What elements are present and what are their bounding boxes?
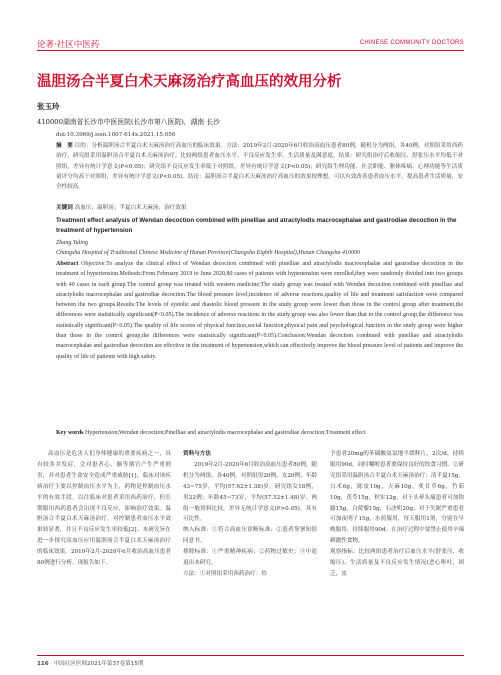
abstract-cn [56,141,463,192]
abstract-en [56,259,463,362]
body-col1-text: 高血压是危害人们身体健康的重要疾病之一，具有较多并发症，会对患者心、脑等器官产生严重损害，并对患者生命安全造成严重威胁[1]。临床对该疾病治疗主要以控制血压水平为主，药物是控制血压水平的有效手段。以往临床对患者采用西药治疗，但长期服用西药患者会出现不良反应，影响治疗效果。温胆汤合半夏白术天麻汤治疗，对控制患者血压水平效果较显著，并且不良反应发生率较低[2]。本研究旨在进一步探究高血压应用温胆汤合半夏白术天麻汤治疗的临床效果。2019年2月-2020年6月收治高血压患者80例进行分析，现报告如下。 [37,451,171,567]
footer-rule [37,655,464,656]
affiliation-en: Changsha Hospital of Traditional Chinese Medicine of Hunan Province(Changsha Eighth Hospital),Hunan Changsha 410000 [56,250,360,256]
header-rule [37,50,464,51]
body-col3-text: 予患者20mg的苯磺酸氨氯地平缓释片，2次/d，持续服用90d。同时嘱咐患者要保持良好的饮食习惯。②研究组采用温胆汤合半夏白术天麻汤治疗：清半夏15g，白术6g，陈皮10g，天麻10g，炙甘草6g，竹茹10g，茯苓15g，枳实12g。对于头晕头痛患者可加钩藤15g，白蒺藜15g，石决明20g；对于失眠严重患者可加夜明子15g，水煎服用，每天服用1剂，分别在早晚服用，持续服用90d。在治疗过程中要禁止使用辛辣刺激性食物。 观察指标：比较两组患者治疗后血压水平(舒张压、收缩压)、生活质量及不良反应发生情况(恶心呕吐，困乏，皮 [330,451,464,577]
abstract-en-label: Abstract [56,261,79,267]
journal-name: CHINESE COMMUNITY DOCTORS [359,40,464,46]
author-en: Zhang Yuling [56,240,88,246]
abstract-cn-text: 目的：分析温胆汤合半夏白术天麻汤治疗高血压的临床效果。方法：2019年2月-2020年6月收治高血压患者80例，随机分为两组，各40例。对照组采用西药治疗，研究组采用温胆汤合半夏白术天麻汤治疗。比较两组患者血压水平、不良反应发生率、生活质量及满意度。结果：研究组治疗后收缩压、舒张压水平均低于对照组，差异有统计学意义(P<0.05)；研究组不良反应发生率低于对照组，差异有统计学意义(P<0.05)；研究组生理功能、社会职能、躯体疼痛、心理功能等生活质量评分均高于对照组，差异有统计学意义(P<0.05)。结论：温胆汤合半夏白术天麻汤治疗高血压的效果较理想，可以有效改善患者血压水平，提高患者生活质量，安全性较高。 [56,143,463,191]
article-title: 温胆汤合半夏白术天麻汤治疗高血压的效用分析 [37,74,342,90]
keywords-cn [56,203,463,213]
affiliation: 410000湖南省长沙市中医医院(长沙市第八医院)，湖南 长沙 [37,118,220,126]
title-en: Treatment effect analysis of Wendan decoction combined with pinelliae and atractylodis macrocephalae and gastrodiae decoction in the treatment of hypertension [56,217,457,234]
page-number: 116 [37,661,49,667]
abstract-cn-label: 摘 要 [56,143,73,149]
footer-journal: 中国社区医师2021年第37卷第15期 [53,661,144,667]
keywords-cn-label: 关键词 [56,205,73,211]
body-column-2 [183,449,317,645]
body-col2-text: 2019年2月-2020年6月收治高血压患者80例，随机分为两组，各40例。对照组男20例，女20例；年龄43~75岁，平均(57.62±1.38)岁。研究组女18例，男22例；年龄45~73岁，平均(57.52±1.48)岁。两组一般资料比较，差异无统计学意义(P>0.05)，具有可比性。 纳入标准：①符合高血压诊断标准；②患者签署知情同意书。 排除标准：①严重精神疾病；②药物过敏史；③中途退出本研究。 方法：①对照组采用西药治疗：给 [183,461,317,577]
body-column-1 [37,449,171,645]
journal-section: 论著·社区中医药 [37,40,100,50]
keywords-en [56,429,463,439]
section-heading: 资料与方法 [183,451,211,457]
doi: doi:10.3969/j.issn.1007-614x.2021.15.056 [56,132,176,138]
keywords-cn-text: 高血压；温胆汤；半夏白术天麻汤；治疗效果 [74,205,187,211]
body-column-3 [330,449,464,645]
author: 张玉玲 [37,102,60,111]
keywords-en-label: Key words [56,430,84,436]
keywords-en-text: Hypertension;Wendan decoction;Pinelliae and atractylodis macrocephalae and gastrodiae decoction;Treatment effect [85,430,366,436]
footer [37,659,143,667]
abstract-en-text: Objective:To analyze the clinical effect of Wendan decoction combined with pinelliae and atractylodis macrocephalae and gastrodiae decoction in the treatment of hypertension.Methods:From February 2019 to June 2020,80 cases of patients with hypertension were enrolled,they were randomly divided into two groups with 40 cases in each group.The control group was treated with western medicine;The study group was treated with Wendan decoction combined with pinelliae and atractylodis macrocephalae and gastrodiae decoction.The blood pressure level,incidence of adverse reactions,quality of life and treatment satisfaction were compared between the two groups.Results:The levels of systolic and diastolic blood pressure in the study group were lower than those in the control group after treatment,the differences were statistically significant(P<0.05).The incidence of adverse reactions in the study group was also lower than that in the control group,the difference was statistically significant(P<0.05).The quality of life scores of physical function,social function,physical pain and psychological function in the study group were higher than those in the control group,the differences were statistically significant(P<0.05).Conclusion:Wendan decoction combined with pinelliae and atractylodis macrocephalae and gastrodiae decoction are effective in the treatment of hypertension,which can effectively improve the blood pressure level of patients and improve the quality of life of patients with high safety. [56,261,464,360]
